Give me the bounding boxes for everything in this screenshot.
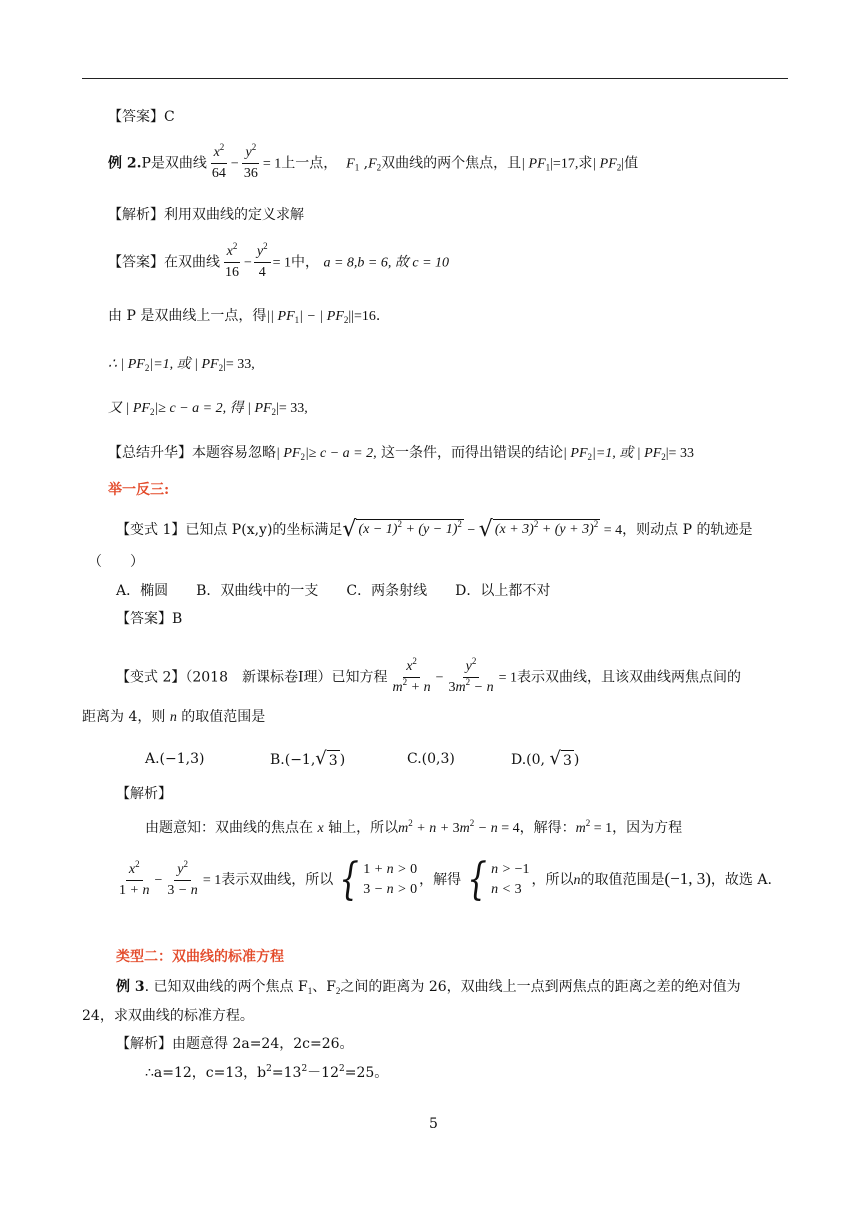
section-heading-type-2: 类型二：双曲线的标准方程 — [116, 949, 284, 965]
answer-line-3: 【答案】B — [116, 611, 183, 627]
also-line: 又 | $PF_2|\ge c - a = 2$, 得 | $PF_2|= 33$, — [108, 401, 308, 417]
summary-line: 【总结升华】本题容易忽略| $PF_2|\ge c - a = 2$, 这一条件，而得出错误的结论| $PF_2|=1$, 或 | $PF_2|= 33$ — [108, 445, 694, 462]
page-number: 5 — [429, 1116, 438, 1132]
point-p-line: 由 P 是双曲线上一点，得|| $PF_1|$ − | $PF_2||=16$. — [108, 308, 381, 325]
solution-line-2: $\frac{x^2}{1 + n}$ − $\frac{y^2}{3 - n}$ = 1表示双曲线，所以 { 1 + n > 0 3 − n > 0 ，解得 { n > −1 n < 3 ，所以n的取值范围是(−1, 3)，故选 A. — [119, 854, 772, 905]
variant-2-line-2: 距离为 4，则 n 的取值范围是 — [82, 709, 266, 725]
example-3-line-2: 24，求双曲线的标准方程。 — [82, 1008, 254, 1024]
example-2-line: 例 2.P是双曲线 $\frac{x^2}{64}$ − $\frac{y^2}{36}$ = 1上一点， $F_1$ $,F_2$双曲线的两个焦点，且| $PF_1|=17$,求| $PF_2|$值 — [108, 142, 639, 181]
variant-2-option-b: B.(−1, √ 3 ) — [270, 748, 346, 769]
variant-2-option-d: D.(0, √ 3 ) — [511, 748, 580, 769]
variant-1-options: A．椭圆 B．双曲线中的一支 C．两条射线 D．以上都不对 — [116, 583, 551, 599]
header-rule — [82, 78, 788, 79]
variant-2-option-a: A.(−1,3) — [145, 751, 205, 767]
analysis-line-3: 【解析】由题意得 2a=24，2c=26。 — [116, 1036, 354, 1052]
analysis-line-1: 【解析】利用双曲线的定义求解 — [108, 207, 304, 223]
example-3-line-1: 例 3. 已知双曲线的两个焦点 $F_1$、$F_2$之间的距离为 26，双曲线上一点到两焦点的距离之差的绝对值为 — [116, 979, 741, 996]
therefore-line: ∴ | $PF_2|=1$, 或 | $PF_2|= 33$, — [108, 357, 255, 373]
solution-line-1: 由题意知：双曲线的焦点在 x 轴上，所以$m^2 + n + 3m^2 - n = 4$，解得：$m^2 = 1$，因为方程 — [145, 818, 683, 836]
variant-1-line: 【变式 1】已知点 P(x,y)的坐标满足 √ $(x - 1)^2 + (y - 1)^2$ − √ $(x + 3)^2 + (y + 3)^2$ = 4，则动点 P 的轨迹是 — [116, 517, 753, 542]
final-line: ∴a=12，c=13，$b^2=13^2-12^2=25$。 — [145, 1064, 389, 1081]
answer-line-2: 【答案】在双曲线 $\frac{x^2}{16}$ − $\frac{y^2}{4}$ = 1中， a = 8,b = 6, 故 c = 10 — [108, 241, 450, 280]
variant-1-paren: （ ） — [88, 554, 144, 570]
analysis-line-2: 【解析】 — [116, 786, 172, 802]
variant-2-option-c: C.(0,3) — [407, 751, 455, 767]
section-heading-practice: 举一反三: — [108, 482, 170, 498]
variant-2-line: 【变式 2】（2018 新课标卷Ⅰ理）已知方程 $\frac{x^2}{m^2 + n}$ − $\frac{y^2}{3m^2 - n}$ = 1表示双曲线，且该双曲线两焦点间的 — [116, 656, 741, 695]
answer-line-1: 【答案】C — [108, 109, 175, 125]
